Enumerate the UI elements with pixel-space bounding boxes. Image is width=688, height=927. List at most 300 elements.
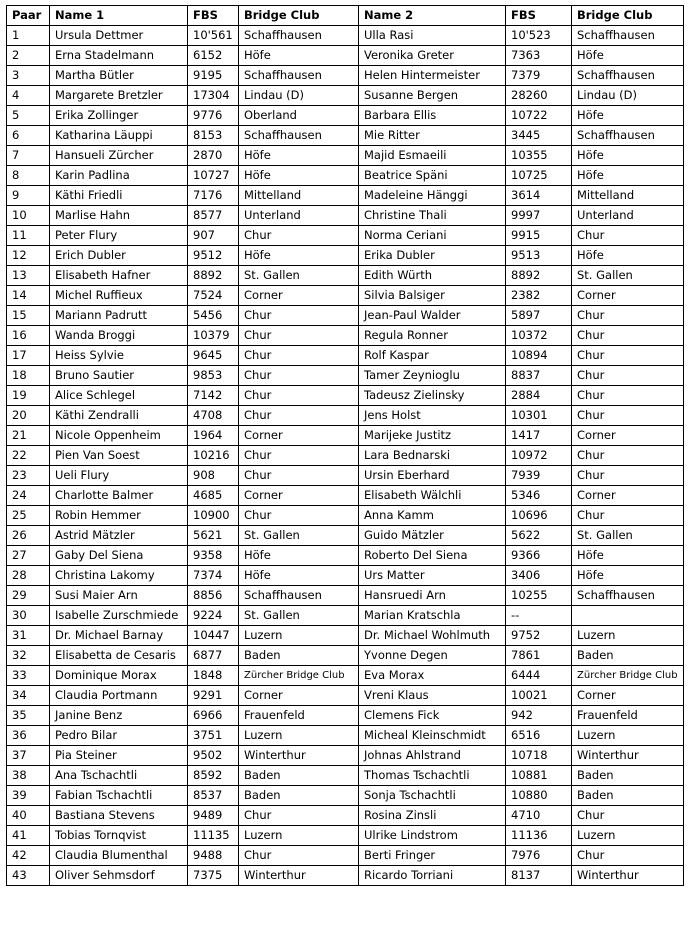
cell-paar: 24	[7, 486, 50, 506]
cell-paar: 36	[7, 726, 50, 746]
cell-paar: 33	[7, 666, 50, 686]
cell-club-2: Höfe	[572, 166, 684, 186]
table-row	[7, 186, 684, 206]
table-row	[7, 286, 684, 306]
cell-paar: 38	[7, 766, 50, 786]
table-row	[7, 266, 684, 286]
cell-fbs-1: 8537	[188, 786, 239, 806]
table-row	[7, 406, 684, 426]
cell-club-2: Corner	[572, 286, 684, 306]
cell-club-2: Luzern	[572, 826, 684, 846]
cell-name-1: Ueli Flury	[50, 466, 188, 486]
cell-paar: 43	[7, 866, 50, 886]
table-row	[7, 446, 684, 466]
cell-club-2: Höfe	[572, 566, 684, 586]
cell-fbs-1: 7374	[188, 566, 239, 586]
cell-fbs-2: 10355	[506, 146, 572, 166]
header-fbs-2: FBS	[506, 6, 572, 26]
cell-paar: 26	[7, 526, 50, 546]
cell-name-1: Christina Lakomy	[50, 566, 188, 586]
cell-name-1: Peter Flury	[50, 226, 188, 246]
cell-name-2: Madeleine Hänggi	[359, 186, 506, 206]
cell-name-2: Rosina Zinsli	[359, 806, 506, 826]
header-club-1: Bridge Club	[239, 6, 359, 26]
table-row	[7, 806, 684, 826]
cell-fbs-2: 10021	[506, 686, 572, 706]
cell-club-2: Baden	[572, 766, 684, 786]
cell-name-1: Pia Steiner	[50, 746, 188, 766]
cell-paar: 14	[7, 286, 50, 306]
cell-club-2: Unterland	[572, 206, 684, 226]
cell-club-2: Winterthur	[572, 866, 684, 886]
cell-name-2: Elisabeth Wälchli	[359, 486, 506, 506]
cell-name-1: Marlise Hahn	[50, 206, 188, 226]
cell-paar: 11	[7, 226, 50, 246]
cell-name-1: Elisabeth Hafner	[50, 266, 188, 286]
cell-name-2: Clemens Fick	[359, 706, 506, 726]
cell-name-1: Dr. Michael Barnay	[50, 626, 188, 646]
cell-fbs-1: 8153	[188, 126, 239, 146]
cell-club-2: Höfe	[572, 46, 684, 66]
cell-club-1: Luzern	[239, 626, 359, 646]
cell-club-2: Chur	[572, 306, 684, 326]
cell-fbs-1: 6877	[188, 646, 239, 666]
cell-name-1: Claudia Blumenthal	[50, 846, 188, 866]
header-club-2: Bridge Club	[572, 6, 684, 26]
cell-name-2: Thomas Tschachtli	[359, 766, 506, 786]
cell-name-2: Silvia Balsiger	[359, 286, 506, 306]
cell-paar: 27	[7, 546, 50, 566]
cell-name-2: Tadeusz Zielinsky	[359, 386, 506, 406]
cell-club-1: Lindau (D)	[239, 86, 359, 106]
cell-club-1: Winterthur	[239, 866, 359, 886]
cell-fbs-1: 908	[188, 466, 239, 486]
cell-name-1: Bastiana Stevens	[50, 806, 188, 826]
cell-club-2: Höfe	[572, 146, 684, 166]
table-row	[7, 246, 684, 266]
cell-fbs-2: 10894	[506, 346, 572, 366]
cell-paar: 1	[7, 26, 50, 46]
table-row	[7, 626, 684, 646]
cell-club-1: Höfe	[239, 246, 359, 266]
cell-fbs-1: 7524	[188, 286, 239, 306]
cell-name-2: Mie Ritter	[359, 126, 506, 146]
header-paar: Paar	[7, 6, 50, 26]
header-row	[7, 6, 684, 26]
table-row	[7, 166, 684, 186]
pairs-table	[6, 5, 684, 886]
cell-club-2: Schaffhausen	[572, 26, 684, 46]
cell-fbs-2: 8837	[506, 366, 572, 386]
cell-fbs-2: 10696	[506, 506, 572, 526]
cell-club-2: Höfe	[572, 546, 684, 566]
cell-fbs-1: 8592	[188, 766, 239, 786]
cell-fbs-2: 10255	[506, 586, 572, 606]
cell-club-1: Zürcher Bridge Club	[239, 666, 359, 686]
cell-fbs-1: 3751	[188, 726, 239, 746]
cell-fbs-1: 8892	[188, 266, 239, 286]
cell-paar: 7	[7, 146, 50, 166]
header-fbs-1: FBS	[188, 6, 239, 26]
cell-paar: 37	[7, 746, 50, 766]
cell-name-2: Guido Mätzler	[359, 526, 506, 546]
cell-club-2	[572, 606, 684, 626]
cell-paar: 10	[7, 206, 50, 226]
cell-fbs-2: 5346	[506, 486, 572, 506]
cell-fbs-2: 8892	[506, 266, 572, 286]
cell-club-2: Schaffhausen	[572, 586, 684, 606]
cell-paar: 35	[7, 706, 50, 726]
cell-club-1: Schaffhausen	[239, 26, 359, 46]
table-row	[7, 366, 684, 386]
cell-club-2: Chur	[572, 446, 684, 466]
cell-paar: 20	[7, 406, 50, 426]
cell-fbs-2: 6444	[506, 666, 572, 686]
cell-club-1: Chur	[239, 386, 359, 406]
cell-fbs-2: 3445	[506, 126, 572, 146]
cell-name-2: Ulrike Lindstrom	[359, 826, 506, 846]
cell-club-2: Lindau (D)	[572, 86, 684, 106]
cell-club-2: Chur	[572, 386, 684, 406]
cell-club-1: Mittelland	[239, 186, 359, 206]
cell-fbs-1: 5456	[188, 306, 239, 326]
table-row	[7, 606, 684, 626]
cell-name-1: Janine Benz	[50, 706, 188, 726]
cell-name-1: Karin Padlina	[50, 166, 188, 186]
table-row	[7, 746, 684, 766]
cell-name-2: Barbara Ellis	[359, 106, 506, 126]
table-row	[7, 206, 684, 226]
cell-fbs-1: 10'561	[188, 26, 239, 46]
cell-fbs-2: 28260	[506, 86, 572, 106]
cell-name-1: Pien Van Soest	[50, 446, 188, 466]
cell-name-1: Claudia Portmann	[50, 686, 188, 706]
cell-name-1: Michel Ruffieux	[50, 286, 188, 306]
cell-fbs-2: 9366	[506, 546, 572, 566]
table-row	[7, 846, 684, 866]
cell-fbs-2: 10725	[506, 166, 572, 186]
cell-name-2: Berti Fringer	[359, 846, 506, 866]
cell-name-1: Susi Maier Arn	[50, 586, 188, 606]
cell-club-2: Chur	[572, 406, 684, 426]
table-row	[7, 646, 684, 666]
cell-name-1: Ana Tschachtli	[50, 766, 188, 786]
cell-name-2: Lara Bednarski	[359, 446, 506, 466]
cell-club-1: Baden	[239, 766, 359, 786]
cell-paar: 9	[7, 186, 50, 206]
cell-club-2: Corner	[572, 686, 684, 706]
cell-paar: 31	[7, 626, 50, 646]
cell-club-1: St. Gallen	[239, 606, 359, 626]
cell-name-1: Robin Hemmer	[50, 506, 188, 526]
cell-fbs-2: 9513	[506, 246, 572, 266]
table-row	[7, 526, 684, 546]
cell-club-2: St. Gallen	[572, 526, 684, 546]
cell-club-1: Schaffhausen	[239, 66, 359, 86]
cell-fbs-1: 1964	[188, 426, 239, 446]
cell-paar: 30	[7, 606, 50, 626]
cell-fbs-1: 9502	[188, 746, 239, 766]
cell-fbs-1: 6966	[188, 706, 239, 726]
cell-name-2: Tamer Zeynioglu	[359, 366, 506, 386]
cell-fbs-1: 9488	[188, 846, 239, 866]
table-row	[7, 426, 684, 446]
cell-paar: 2	[7, 46, 50, 66]
cell-club-1: Chur	[239, 326, 359, 346]
table-row	[7, 226, 684, 246]
table-row	[7, 466, 684, 486]
table-row	[7, 706, 684, 726]
cell-fbs-2: 3406	[506, 566, 572, 586]
cell-fbs-2: 7379	[506, 66, 572, 86]
cell-fbs-2: 10301	[506, 406, 572, 426]
cell-club-1: Schaffhausen	[239, 126, 359, 146]
cell-name-2: Susanne Bergen	[359, 86, 506, 106]
cell-fbs-2: 6516	[506, 726, 572, 746]
cell-fbs-1: 9853	[188, 366, 239, 386]
cell-club-2: St. Gallen	[572, 266, 684, 286]
cell-club-1: Baden	[239, 646, 359, 666]
table-row	[7, 826, 684, 846]
cell-name-1: Dominique Morax	[50, 666, 188, 686]
cell-club-1: Chur	[239, 506, 359, 526]
cell-club-1: Chur	[239, 806, 359, 826]
cell-name-2: Eva Morax	[359, 666, 506, 686]
cell-name-2: Yvonne Degen	[359, 646, 506, 666]
cell-club-2: Chur	[572, 806, 684, 826]
cell-paar: 16	[7, 326, 50, 346]
table-row	[7, 566, 684, 586]
cell-name-1: Hansueli Zürcher	[50, 146, 188, 166]
cell-fbs-1: 17304	[188, 86, 239, 106]
cell-fbs-1: 4708	[188, 406, 239, 426]
cell-club-2: Schaffhausen	[572, 126, 684, 146]
cell-fbs-2: 7976	[506, 846, 572, 866]
cell-fbs-1: 1848	[188, 666, 239, 686]
cell-club-1: Chur	[239, 846, 359, 866]
cell-club-2: Chur	[572, 466, 684, 486]
cell-name-2: Hansruedi Arn	[359, 586, 506, 606]
cell-club-2: Zürcher Bridge Club	[572, 666, 684, 686]
cell-paar: 8	[7, 166, 50, 186]
table-row	[7, 146, 684, 166]
cell-club-1: Chur	[239, 366, 359, 386]
cell-name-1: Tobias Tornqvist	[50, 826, 188, 846]
cell-fbs-1: 6152	[188, 46, 239, 66]
cell-fbs-2: 2884	[506, 386, 572, 406]
cell-name-1: Bruno Sautier	[50, 366, 188, 386]
cell-name-1: Elisabetta de Cesaris	[50, 646, 188, 666]
table-row	[7, 106, 684, 126]
cell-name-2: Ursin Eberhard	[359, 466, 506, 486]
cell-name-2: Majid Esmaeili	[359, 146, 506, 166]
cell-fbs-2: 8137	[506, 866, 572, 886]
cell-fbs-1: 9776	[188, 106, 239, 126]
cell-name-2: Ulla Rasi	[359, 26, 506, 46]
cell-club-2: Chur	[572, 226, 684, 246]
cell-fbs-1: 7142	[188, 386, 239, 406]
cell-fbs-2: 10880	[506, 786, 572, 806]
cell-paar: 32	[7, 646, 50, 666]
cell-paar: 42	[7, 846, 50, 866]
cell-fbs-1: 4685	[188, 486, 239, 506]
cell-fbs-1: 10900	[188, 506, 239, 526]
cell-club-2: Chur	[572, 506, 684, 526]
cell-name-1: Mariann Padrutt	[50, 306, 188, 326]
cell-fbs-2: 10972	[506, 446, 572, 466]
cell-paar: 39	[7, 786, 50, 806]
table-row	[7, 506, 684, 526]
cell-fbs-2: 7939	[506, 466, 572, 486]
cell-fbs-1: 5621	[188, 526, 239, 546]
cell-name-1: Käthi Friedli	[50, 186, 188, 206]
cell-paar: 29	[7, 586, 50, 606]
cell-name-2: Jean-Paul Walder	[359, 306, 506, 326]
cell-fbs-1: 10216	[188, 446, 239, 466]
cell-name-2: Anna Kamm	[359, 506, 506, 526]
cell-club-2: Luzern	[572, 726, 684, 746]
cell-fbs-1: 7375	[188, 866, 239, 886]
cell-fbs-1: 10727	[188, 166, 239, 186]
cell-name-1: Wanda Broggi	[50, 326, 188, 346]
cell-name-2: Johnas Ahlstrand	[359, 746, 506, 766]
table-row	[7, 766, 684, 786]
cell-paar: 34	[7, 686, 50, 706]
cell-fbs-2: 1417	[506, 426, 572, 446]
cell-name-2: Marijeke Justitz	[359, 426, 506, 446]
cell-name-2: Erika Dubler	[359, 246, 506, 266]
cell-club-2: Chur	[572, 366, 684, 386]
table-row	[7, 486, 684, 506]
cell-paar: 12	[7, 246, 50, 266]
table-row	[7, 126, 684, 146]
cell-name-1: Astrid Mätzler	[50, 526, 188, 546]
cell-fbs-1: 8577	[188, 206, 239, 226]
cell-club-2: Frauenfeld	[572, 706, 684, 726]
cell-name-2: Edith Würth	[359, 266, 506, 286]
cell-fbs-1: 9291	[188, 686, 239, 706]
cell-fbs-1: 7176	[188, 186, 239, 206]
cell-paar: 21	[7, 426, 50, 446]
cell-club-1: Höfe	[239, 566, 359, 586]
cell-fbs-1: 9512	[188, 246, 239, 266]
document-page	[6, 5, 684, 886]
cell-name-1: Erich Dubler	[50, 246, 188, 266]
cell-name-1: Nicole Oppenheim	[50, 426, 188, 446]
cell-name-2: Norma Ceriani	[359, 226, 506, 246]
table-row	[7, 666, 684, 686]
cell-name-1: Pedro Bilar	[50, 726, 188, 746]
cell-club-2: Mittelland	[572, 186, 684, 206]
cell-name-1: Oliver Sehmsdorf	[50, 866, 188, 886]
cell-fbs-2: 10881	[506, 766, 572, 786]
cell-club-2: Höfe	[572, 246, 684, 266]
table-row	[7, 386, 684, 406]
cell-fbs-1: 9489	[188, 806, 239, 826]
table-row	[7, 326, 684, 346]
cell-fbs-2: 10718	[506, 746, 572, 766]
cell-club-2: Chur	[572, 326, 684, 346]
cell-fbs-2: --	[506, 606, 572, 626]
cell-fbs-2: 10372	[506, 326, 572, 346]
cell-name-1: Erna Stadelmann	[50, 46, 188, 66]
cell-club-1: Höfe	[239, 166, 359, 186]
table-row	[7, 866, 684, 886]
cell-fbs-1: 9645	[188, 346, 239, 366]
cell-fbs-2: 9915	[506, 226, 572, 246]
table-row	[7, 786, 684, 806]
cell-name-1: Heiss Sylvie	[50, 346, 188, 366]
table-row	[7, 586, 684, 606]
cell-name-1: Isabelle Zurschmiede	[50, 606, 188, 626]
cell-paar: 25	[7, 506, 50, 526]
cell-name-2: Christine Thali	[359, 206, 506, 226]
cell-club-2: Chur	[572, 846, 684, 866]
cell-club-2: Baden	[572, 786, 684, 806]
cell-fbs-2: 5897	[506, 306, 572, 326]
cell-name-1: Erika Zollinger	[50, 106, 188, 126]
cell-fbs-2: 7363	[506, 46, 572, 66]
cell-paar: 28	[7, 566, 50, 586]
cell-name-1: Martha Bütler	[50, 66, 188, 86]
cell-fbs-2: 9752	[506, 626, 572, 646]
cell-name-1: Alice Schlegel	[50, 386, 188, 406]
cell-club-1: Corner	[239, 426, 359, 446]
cell-fbs-1: 10447	[188, 626, 239, 646]
table-row	[7, 46, 684, 66]
cell-name-1: Käthi Zendralli	[50, 406, 188, 426]
cell-club-1: Höfe	[239, 146, 359, 166]
cell-fbs-2: 3614	[506, 186, 572, 206]
cell-club-1: St. Gallen	[239, 266, 359, 286]
table-row	[7, 26, 684, 46]
cell-club-1: Chur	[239, 226, 359, 246]
cell-fbs-1: 2870	[188, 146, 239, 166]
cell-name-2: Micheal Kleinschmidt	[359, 726, 506, 746]
cell-club-1: Luzern	[239, 826, 359, 846]
cell-fbs-2: 11136	[506, 826, 572, 846]
cell-club-2: Baden	[572, 646, 684, 666]
cell-name-2: Sonja Tschachtli	[359, 786, 506, 806]
table-row	[7, 346, 684, 366]
table-row	[7, 686, 684, 706]
cell-club-1: Oberland	[239, 106, 359, 126]
cell-fbs-2: 7861	[506, 646, 572, 666]
cell-paar: 23	[7, 466, 50, 486]
cell-fbs-2: 5622	[506, 526, 572, 546]
table-row	[7, 546, 684, 566]
cell-fbs-2: 9997	[506, 206, 572, 226]
cell-name-2: Ricardo Torriani	[359, 866, 506, 886]
cell-club-1: Corner	[239, 686, 359, 706]
cell-club-2: Höfe	[572, 106, 684, 126]
cell-paar: 19	[7, 386, 50, 406]
cell-club-2: Corner	[572, 426, 684, 446]
cell-club-2: Schaffhausen	[572, 66, 684, 86]
cell-paar: 22	[7, 446, 50, 466]
cell-club-1: Chur	[239, 406, 359, 426]
cell-name-2: Urs Matter	[359, 566, 506, 586]
cell-name-2: Helen Hintermeister	[359, 66, 506, 86]
cell-name-1: Margarete Bretzler	[50, 86, 188, 106]
cell-club-1: Chur	[239, 306, 359, 326]
cell-name-1: Charlotte Balmer	[50, 486, 188, 506]
cell-fbs-2: 10'523	[506, 26, 572, 46]
cell-club-1: Unterland	[239, 206, 359, 226]
cell-club-1: Corner	[239, 286, 359, 306]
header-name-2: Name 2	[359, 6, 506, 26]
cell-club-1: Chur	[239, 346, 359, 366]
